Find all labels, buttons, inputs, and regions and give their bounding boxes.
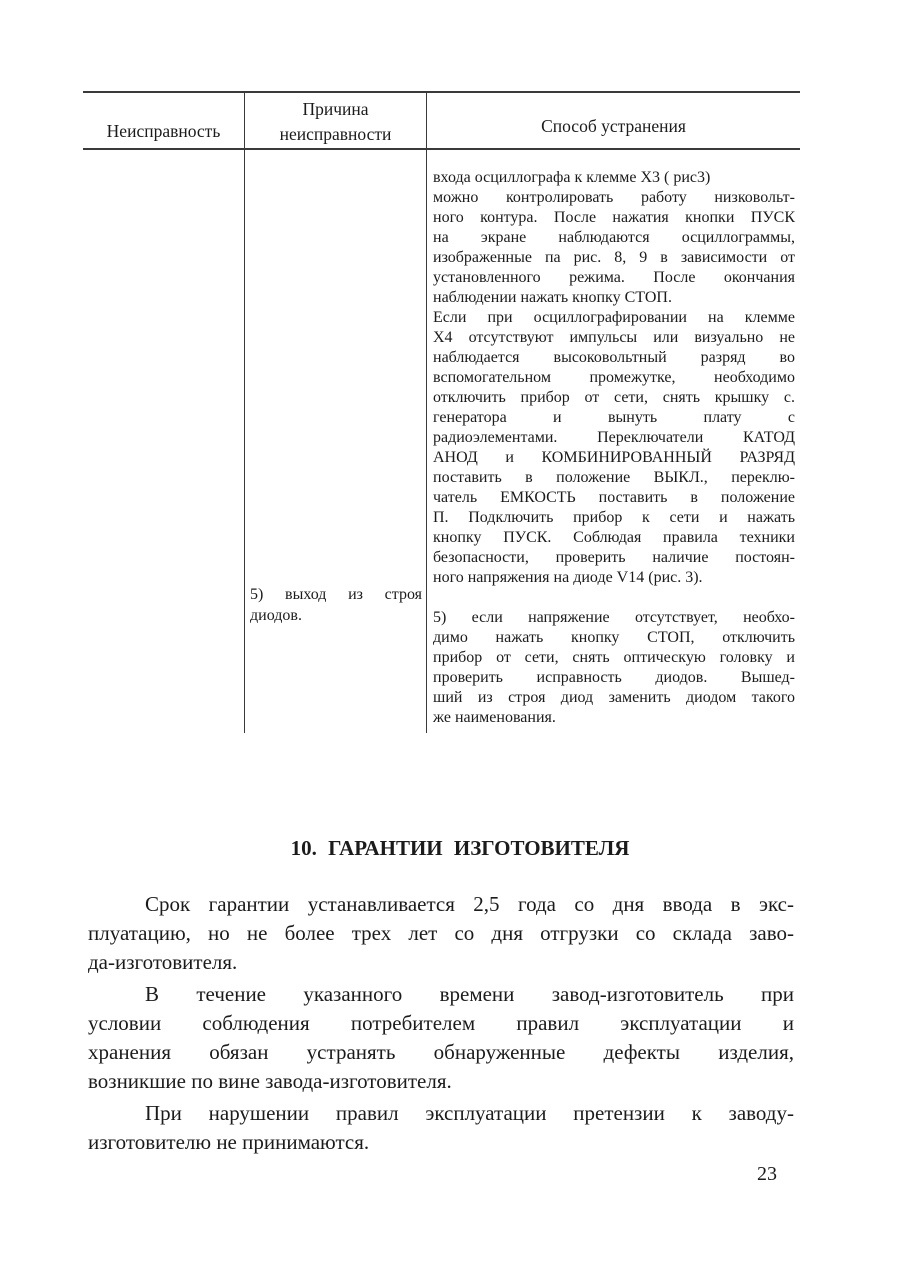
- paragraph: [433, 308, 795, 588]
- text-line: диодов.: [250, 607, 302, 624]
- remedy-item-5: [433, 608, 795, 728]
- text-line: чатель ЕМКОСТЬ поставить в положение: [433, 489, 795, 506]
- text-line: прибор от сети, снять оптическую головку и: [433, 649, 795, 666]
- warranty-paragraphs: [88, 890, 794, 1157]
- text-line: наблюдении нажать кнопку СТОП.: [433, 289, 672, 306]
- text-line: АНОД и КОМБИНИРОВАННЫЙ РАЗРЯД: [433, 449, 795, 466]
- table-header-remedy: [427, 93, 800, 148]
- text-line: радиоэлементами. Переключатели КАТОД: [433, 429, 795, 446]
- text-line: возникшие по вине завода-изготовителя.: [88, 1069, 452, 1093]
- text-line: Если при осциллографировании на клемме: [433, 309, 795, 326]
- text-line: Х4 отсутствуют импульсы или визуально не: [433, 329, 795, 346]
- text-line: да-изготовителя.: [88, 950, 238, 974]
- table-header-remedy-label: Способ устранения: [541, 116, 686, 136]
- table-header-cause-label-line1: Причина: [302, 99, 369, 119]
- text-line: установленного режима. После окончания: [433, 269, 795, 286]
- troubleshooting-table: [83, 91, 800, 733]
- text-line: ного контура. После нажатия кнопки ПУСК: [433, 209, 795, 226]
- page-number: 23: [757, 1163, 777, 1185]
- text-line: кнопку ПУСК. Соблюдая правила техники: [433, 529, 795, 546]
- cause-item-5: [250, 584, 422, 626]
- paragraph: [88, 890, 794, 977]
- text-line: генератора и вынуть плату с: [433, 409, 795, 426]
- text-line: же наименования.: [433, 709, 556, 726]
- text-line: 5) если напряжение отсутствует, необхо-: [433, 609, 795, 626]
- table-header-fault: [83, 93, 245, 148]
- text-line: димо нажать кнопку СТОП, отключить: [433, 629, 795, 646]
- paragraph: [433, 188, 795, 308]
- text-line: Срок гарантии устанавливается 2,5 года со дня ввода в экс-: [145, 892, 794, 916]
- text-line: П. Подключить прибор к сети и нажать: [433, 509, 795, 526]
- text-line: входа осциллографа к клемме Х3 ( рис3): [433, 169, 711, 186]
- text-line: проверить исправность диодов. Вышед-: [433, 669, 795, 686]
- text-line: вспомогательном промежутке, необходимо: [433, 369, 795, 386]
- text-line: ного напряжения на диоде V14 (рис. 3).: [433, 569, 703, 586]
- text-line: условии соблюдения потребителем правил эксплуатации и: [88, 1011, 794, 1035]
- paragraph: [433, 608, 795, 728]
- table-header-cause-label-line2: неисправности: [279, 124, 392, 144]
- paragraph: [88, 980, 794, 1096]
- text-line: ший из строя диод заменить диодом такого: [433, 689, 795, 706]
- text-line: наблюдается высоковольтный разряд во: [433, 349, 795, 366]
- text-line: 5) выход из строя: [250, 586, 422, 603]
- text-line: поставить в положение ВЫКЛ., переклю-: [433, 469, 795, 486]
- table-cell-remedy: [427, 150, 800, 733]
- table-header-row: [83, 91, 800, 150]
- remedy-continued-text: [433, 168, 795, 588]
- table-cell-cause: [245, 150, 427, 733]
- text-line: можно контролировать работу низковольт-: [433, 189, 795, 206]
- table-body-row: [83, 150, 800, 733]
- paragraph: [433, 168, 795, 188]
- text-line: В течение указанного времени завод-изготовитель при: [145, 982, 794, 1006]
- table-cell-fault: [83, 150, 245, 733]
- text-line: изображенные па рис. 8, 9 в зависимости от: [433, 249, 795, 266]
- text-line: изготовителю не принимаются.: [88, 1130, 370, 1154]
- paragraph: [250, 584, 422, 626]
- text-line: При нарушении правил эксплуатации претензии к заводу-: [145, 1101, 794, 1125]
- text-line: хранения обязан устранять обнаруженные дефекты изделия,: [88, 1040, 794, 1064]
- text-line: на экране наблюдаются осциллограммы,: [433, 229, 795, 246]
- warranty-section: [88, 836, 794, 1160]
- text-line: безопасности, проверить наличие постоян-: [433, 549, 795, 566]
- paragraph: [88, 1099, 794, 1157]
- table-header-fault-label: Неисправность: [106, 121, 221, 141]
- section-heading: 10. ГАРАНТИИ ИЗГОТОВИТЕЛЯ: [290, 836, 630, 860]
- text-line: плуатацию, но не более трех лет со дня отгрузки со склада заво-: [88, 921, 794, 945]
- text-line: отключить прибор от сети, снять крышку с.: [433, 389, 795, 406]
- table-header-cause: [245, 93, 427, 148]
